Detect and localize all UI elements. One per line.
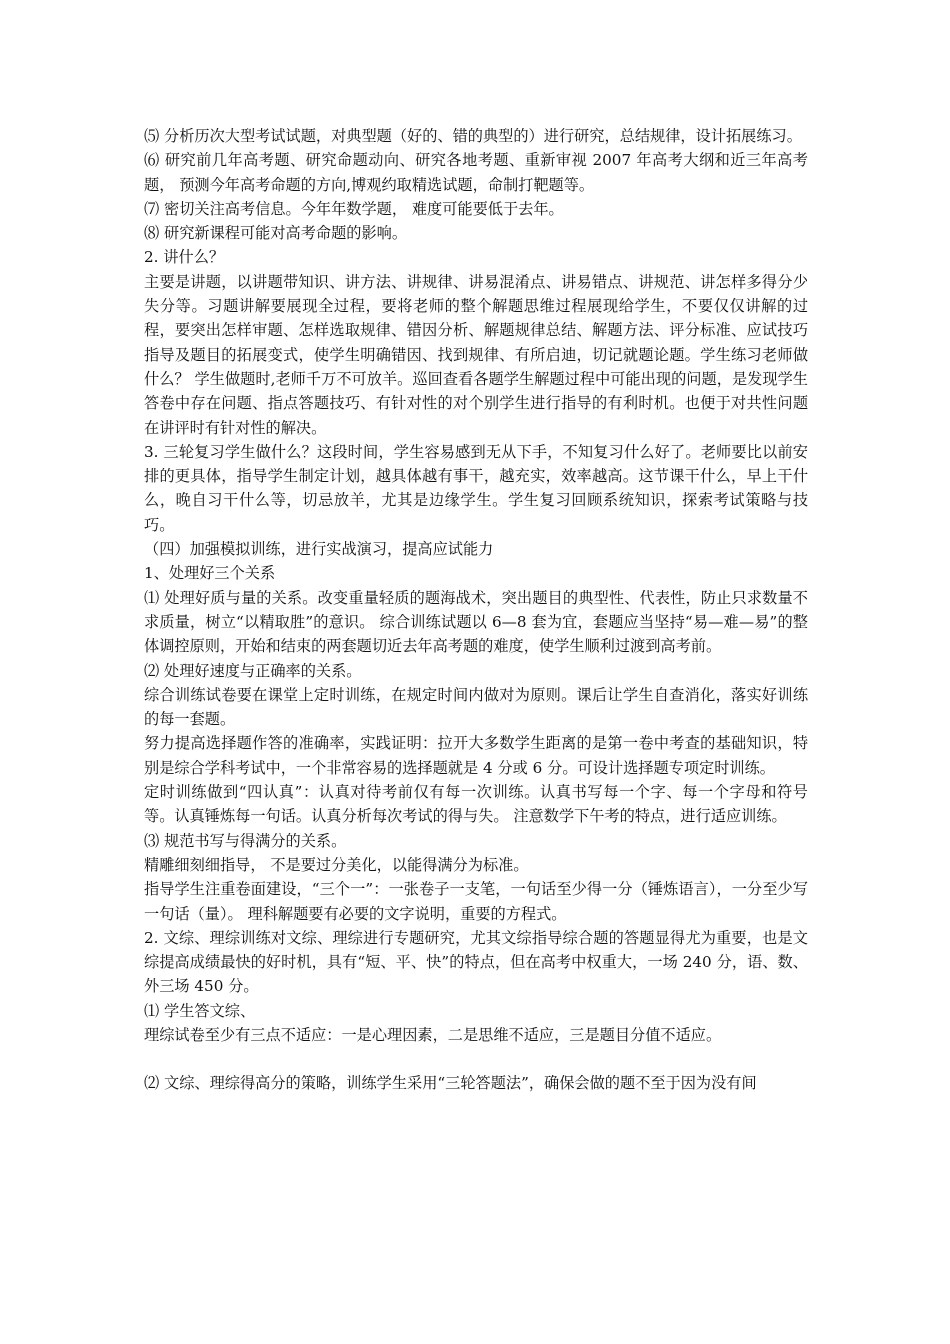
heading-three-relations: 1、处理好三个关系 <box>144 564 276 583</box>
paragraph-three-maladjustments: 理综试卷至少有三点不适应：一是心理因素，二是思维不适应，三是题目分值不适应。 <box>144 1025 722 1044</box>
heading-what-to-teach: 2. 讲什么？ <box>144 248 225 267</box>
blank-line <box>144 1047 808 1071</box>
document-body <box>144 124 808 1096</box>
paragraph-timed-training: 综合训练试卷要在课堂上定时训练，在规定时间内做对为原则。课后让学生自查消化，落实好训练的每一套题。 <box>144 685 808 729</box>
paragraph-analyze-exams: ⑸ 分析历次大型考试试题，对典型题（好的、错的典型的）进行研究，总结规律，设计拓展练习。 <box>144 127 802 145</box>
paragraph-high-score-strategy: ⑵ 文综、理综得高分的策略，训练学生采用“三轮答题法”，确保会做的题不至于因为没有间 <box>144 1074 757 1093</box>
paragraph-standard-writing: ⑶ 规范书写与得满分的关系。 <box>144 831 347 850</box>
paragraph-new-curriculum: ⑻ 研究新课程可能对高考命题的影响。 <box>144 224 408 243</box>
heading-section-four: （四）加强模拟训练，进行实战演习，提高应试能力 <box>144 540 494 559</box>
paragraph-careful-guidance: 精雕细刻细指导， 不是要过分美化，以能得满分为标准。 <box>144 855 529 874</box>
paragraph-choice-accuracy: 努力提高选择题作答的准确率，实践证明：拉开大多数学生距离的是第一卷中考查的基础知识，特别是综合学科考试中，一个非常容易的选择题就是 4 分或 6 分。可设计选择题专项定时训练。 <box>144 734 808 777</box>
paragraph-paper-presentation: 指导学生注重卷面建设，“三个一”：一张卷子一支笔，一句话至少得一分（锤炼语言），一分至少写一句话（量）。 理科解题要有必要的文字说明，重要的方程式。 <box>144 880 808 923</box>
paragraph-four-earnest: 定时训练做到“四认真”：认真对待考前仅有每一次训练。认真书写每一个字、每一个字母和符号等。认真锤炼每一句话。认真分析每次考试的得与失。 注意数学下午考的特点，进行适应训练。 <box>144 783 808 826</box>
paragraph-research-exams: ⑹ 研究前几年高考题、研究命题动向、研究各地考题、重新审视 2007 年高考大纲和近三年高考题， 预测今年高考命题的方向,博观约取精选试题，命制打靶题等。 <box>144 151 808 194</box>
paragraph-speed-accuracy: ⑵ 处理好速度与正确率的关系。 <box>144 661 362 680</box>
paragraph-third-round-review: 3. 三轮复习学生做什么？这段时间，学生容易感到无从下手，不知复习什么好了。老师要比以前安排的更具体，指导学生制定计划，越具体越有事干，越充实，效率越高。这节课干什么，早上干什么，晚自习干什么等，切忌放羊，尤其是边缘学生。学生复习回顾系统知识，探索考试策略与技巧。 <box>144 442 808 534</box>
paragraph-exam-info: ⑺ 密切关注高考信息。今年年数学题， 难度可能要低于去年。 <box>144 199 564 218</box>
paragraph-comprehensive-training: 2. 文综、理综训练对文综、理综进行专题研究，尤其文综指导综合题的答题显得尤为重要，也是文综提高成绩最快的好时机，具有“短、平、快”的特点，但在高考中权重大，一场 240 分，语、数、外三场 450 分。 <box>144 928 808 996</box>
paragraph-quality-quantity: ⑴ 处理好质与量的关系。改变重量轻质的题海战术，突出题目的典型性、代表性，防止只求数量不求质量，树立“以精取胜”的意识。 综合训练试题以 6—8 套为宜，套题应当坚持“易—难—易”的整体调控原则，开始和结束的两套题切近去年高考题的难度，使学生顺利过渡到高考前。 <box>144 588 808 656</box>
paragraph-student-answers: ⑴ 学生答文综、 <box>144 1001 256 1020</box>
paragraph-teaching-content: 主要是讲题，以讲题带知识、讲方法、讲规律、讲易混淆点、讲易错点、讲规范、讲怎样多得分少失分等。习题讲解要展现全过程，要将老师的整个解题思维过程展现给学生，不要仅仅讲解的过程，要突出怎样审题、怎样选取规律、错因分析、解题规律总结、解题方法、评分标准、应试技巧指导及题目的拓展变式，使学生明确错因、找到规律、有所启迪，切记就题论题。学生练习老师做什么？ 学生做题时,老师千万不可放羊。巡回查看各题学生解题过程中可能出现的问题，是发现学生答卷中存在问题、指点答题技巧、有针对性的对个别学生进行指导的有利时机。也便于对共性问题在讲评时有针对性的解决。 <box>144 272 808 437</box>
